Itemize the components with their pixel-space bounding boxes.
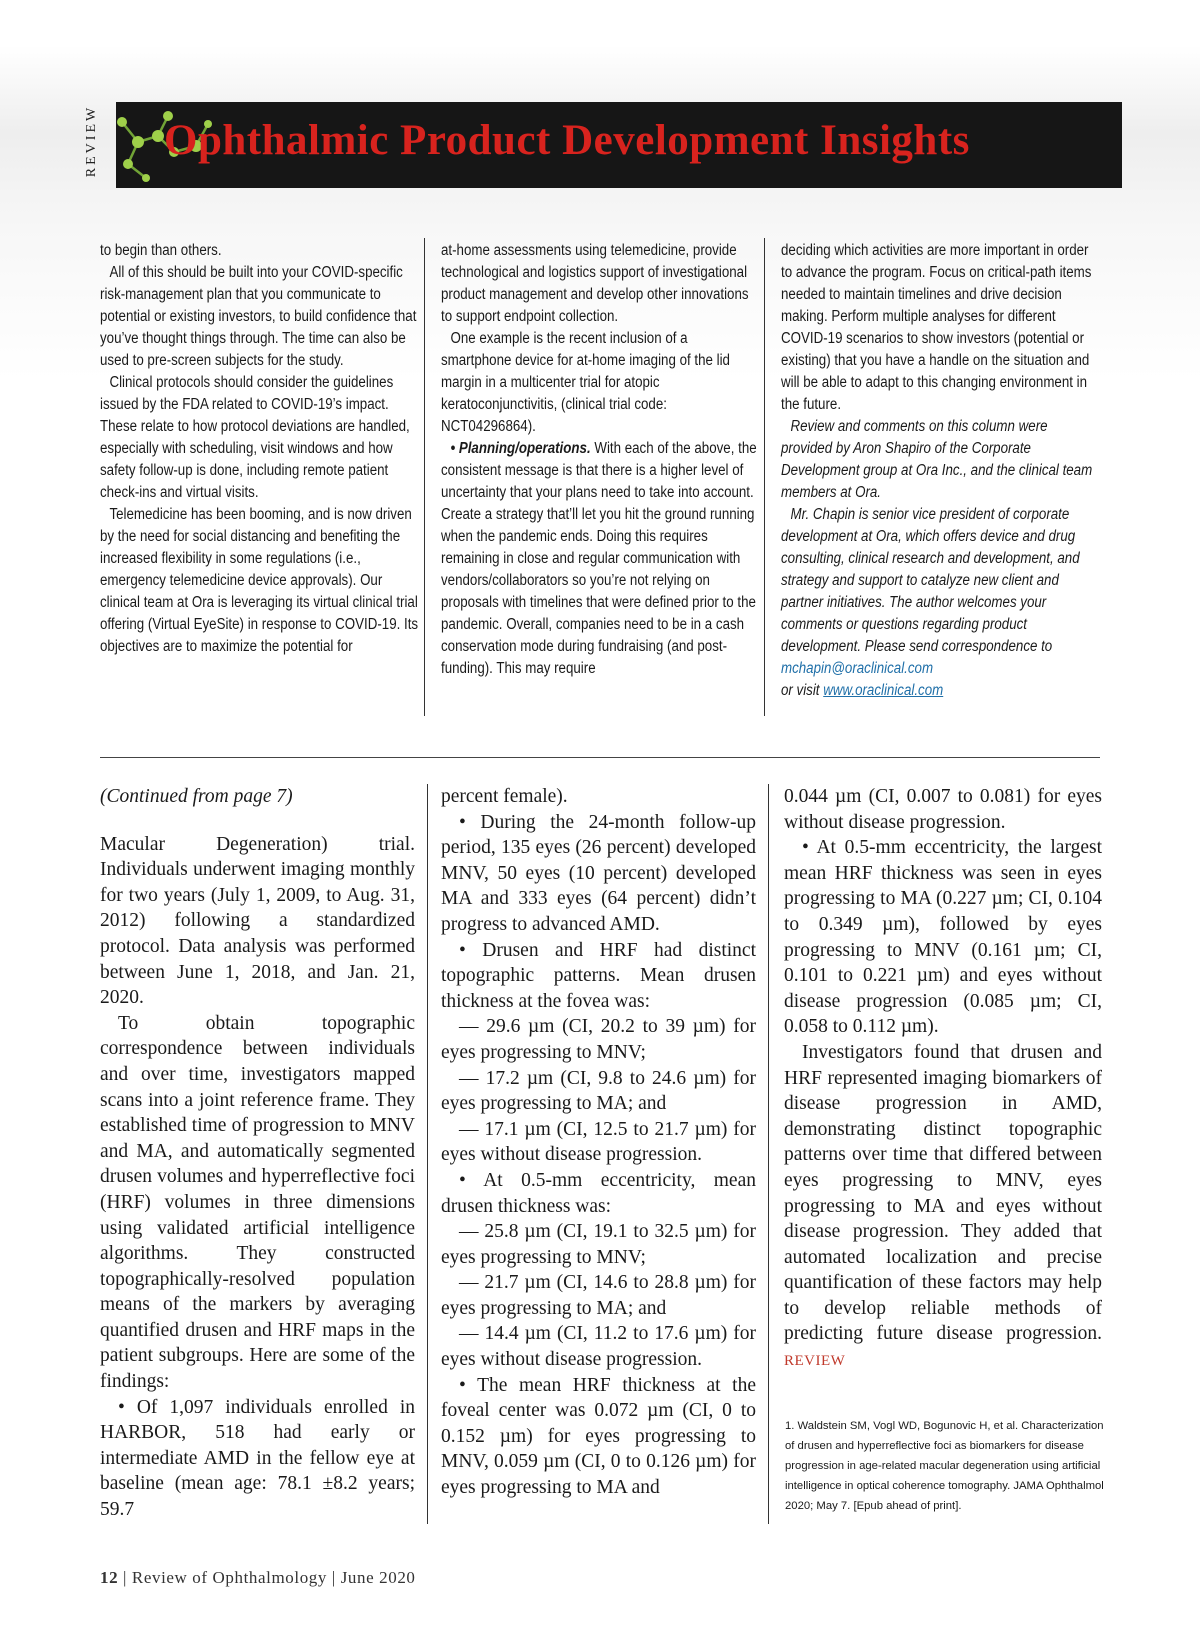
- column-divider: [427, 784, 428, 1524]
- paragraph: [784, 1040, 1102, 1375]
- lower-column-2: [441, 784, 756, 1501]
- paragraph: — 25.8 µm (CI, 19.1 to 32.5 µm) for eyes progressing to MNV;: [441, 1221, 756, 1268]
- paragraph: at-home assessments using telemedicine, provide technological and logistics support of investigational product management and develop other innovations to support endpoint collection.: [441, 242, 749, 325]
- paragraph: • At 0.5-mm eccentricity, the largest mean HRF thickness was seen in eyes progressing to MA (0.227 µm; CI, 0.104 to 0.349 µm), followed by eyes progressing to MNV (0.161 µm; CI, 0.101 to 0.221 µm) and eyes without disease progression (0.085 µm; CI, 0.058 to 0.112 µm).: [784, 837, 1102, 1038]
- column-divider: [764, 238, 765, 716]
- section-divider: [100, 757, 1100, 758]
- paragraph: • At 0.5-mm eccentricity, mean drusen thickness was:: [441, 1169, 756, 1217]
- paragraph: Macular Degeneration) trial. Individuals underwent imaging monthly for two years (July 1, 2009, to Aug. 31, 2012) following a standardized protocol. Data analysis was performed between June 1, 2018, and Jan. 21, 2020.: [100, 833, 415, 1009]
- paragraph: — 17.2 µm (CI, 9.8 to 24.6 µm) for eyes progressing to MA; and: [441, 1067, 756, 1115]
- author-bio: [781, 504, 1099, 702]
- continued-note: (Continued from page 7): [100, 786, 293, 807]
- column-divider: [768, 784, 769, 1524]
- upper-column-2: [441, 240, 759, 680]
- page-footer: [100, 1568, 416, 1588]
- reference-note: 1. Waldstein SM, Vogl WD, Bogunovic H, et al. Characterization of drusen and hyperreflective foci as biomarkers for disease progression in age-related macular degeneration using artificial intelligence in optical coherence tomography. JAMA Ophthalmol 2020; May 7. [Epub ahead of print].: [785, 1420, 1104, 1512]
- footer-text: | Review of Ophthalmology | June 2020: [118, 1568, 416, 1587]
- lower-column-3: [784, 784, 1102, 1375]
- conclusion-text: Investigators found that drusen and HRF represented imaging biomarkers of disease progression in AMD, demonstrating distinct topographic patterns over time that differed between eyes progressing to MNV, eyes progressing to MA and eyes without disease progression. They added that automated localization and precise quantification of these factors may help to develop reliable methods of predicting future disease progression.: [784, 1041, 1102, 1345]
- page-number: 12: [100, 1568, 119, 1587]
- paragraph: — 29.6 µm (CI, 20.2 to 39 µm) for eyes progressing to MNV;: [441, 1016, 756, 1063]
- paragraph: 0.044 µm (CI, 0.007 to 0.081) for eyes without disease progression.: [784, 786, 1102, 833]
- page-title: Ophthalmic Product Development Insights: [164, 117, 970, 164]
- paragraph: Clinical protocols should consider the guidelines issued by the FDA related to COVID-19’s impact. These relate to how protocol deviations are handled, especially with scheduling, visit windows and how safety follow-up is done, including remote patient check-ins and virtual visits.: [100, 374, 410, 501]
- paragraph: to begin than others.: [100, 242, 222, 259]
- paragraph: • The mean HRF thickness at the foveal center was 0.072 µm (CI, 0 to 0.152 µm) for eyes progressing to MNV, 0.059 µm (CI, 0 to 0.126 µm) for eyes progressing to MA and: [441, 1374, 756, 1499]
- upper-column-3: [781, 240, 1099, 702]
- paragraph: • Drusen and HRF had distinct topographic patterns. Mean drusen thickness at the fovea was:: [441, 939, 756, 1012]
- paragraph: Telemedicine has been booming, and is now driven by the need for social distancing and benefiting the increased flexibility in some regulations (i.e., emergency telemedicine device approvals). Our clinical team at Ora is leveraging its virtual clinical trial offering (Virtual EyeSite) in response to COVID-19. Its objectives are to maximize the potential for: [100, 506, 419, 655]
- credits-paragraph: Review and comments on this column were provided by Aron Shapiro of the Corporate Development group at Ora Inc., and the clinical team members at Ora.: [781, 418, 1093, 501]
- paragraph: — 21.7 µm (CI, 14.6 to 28.8 µm) for eyes progressing to MA; and: [441, 1272, 756, 1319]
- section-tag-label: REVIEW: [84, 104, 99, 178]
- paragraph: — 14.4 µm (CI, 11.2 to 17.6 µm) for eyes without disease progression.: [441, 1323, 756, 1371]
- email-link[interactable]: mchapin@oraclinical.com: [781, 660, 934, 677]
- paragraph: percent female).: [441, 786, 568, 807]
- end-review-tag: REVIEW: [784, 1353, 846, 1370]
- bullet-lead: • Planning/operations.: [450, 440, 591, 457]
- paragraph: • Of 1,097 individuals enrolled in HARBOR, 518 had early or intermediate AMD in the fellow eye at baseline (mean age: 78.1 ±8.2 years; 59.7: [100, 1396, 415, 1521]
- bullet-text: With each of the above, the consistent message is that there is a higher level of uncertainty that your plans need to take into account. Create a strategy that’ll let you hit the ground running when the pandemic ends. Doing this requires remaining in close and regular communication with vendors/collaborators so you’re not relying on proposals with timelines that were defined prior to the pandemic. Overall, companies need to be in a cash conservation mode during fundraising (and post-funding). This may require: [441, 440, 757, 677]
- paragraph: One example is the recent inclusion of a smartphone device for at-home imaging of the lid margin in a multicenter trial for atopic keratoconjunctivitis, (clinical trial code: NCT04296864).: [441, 330, 730, 435]
- author-bio-text: Mr. Chapin is senior vice president of corporate development at Ora, which offers device and drug consulting, clinical research and development, and strategy and support to catalyze new client and partner initiatives. The author welcomes your comments or questions regarding product development. Please send correspondence to: [781, 506, 1080, 655]
- title-banner: [116, 102, 1122, 188]
- lower-column-1: [100, 784, 415, 1523]
- paragraph: • During the 24-month follow-up period, 135 eyes (26 percent) developed MNV, 50 eyes (10 percent) developed MA and 333 eyes (64 percent) didn’t progress to advanced AMD.: [441, 811, 756, 935]
- upper-column-1: [100, 240, 418, 658]
- website-link[interactable]: www.oraclinical.com: [823, 682, 944, 699]
- bullet-paragraph: [441, 438, 759, 680]
- paragraph: deciding which activities are more important in order to advance the program. Focus on critical-path items needed to maintain timelines and drive decision making. Perform multiple analyses for different COVID-19 scenarios to show investors (potential or existing) that you have a handle on the situation and will be able to adapt to this changing environment in the future.: [781, 242, 1092, 413]
- paragraph: All of this should be built into your COVID-specific risk-management plan that you communicate to potential or existing investors, to build confidence that you’ve thought things through. The time can also be used to pre-screen subjects for the study.: [100, 264, 417, 369]
- section-tag: [78, 103, 104, 187]
- paragraph: — 17.1 µm (CI, 12.5 to 21.7 µm) for eyes without disease progression.: [441, 1118, 756, 1166]
- column-divider: [424, 238, 425, 716]
- paragraph: To obtain topographic correspondence between individuals and over time, investigators mapped scans into a joint reference frame. They established time of progression to MNV and MA, and automatically segmented drusen volumes and hyperreflective foci (HRF) volumes in three dimensions using validated artificial intelligence algorithms. They constructed topographically-resolved population means of the markers by averaging quantified drusen and HRF maps in the patient subgroups. Here are some of the findings:: [100, 1012, 415, 1393]
- or-visit-text: or visit: [781, 682, 824, 699]
